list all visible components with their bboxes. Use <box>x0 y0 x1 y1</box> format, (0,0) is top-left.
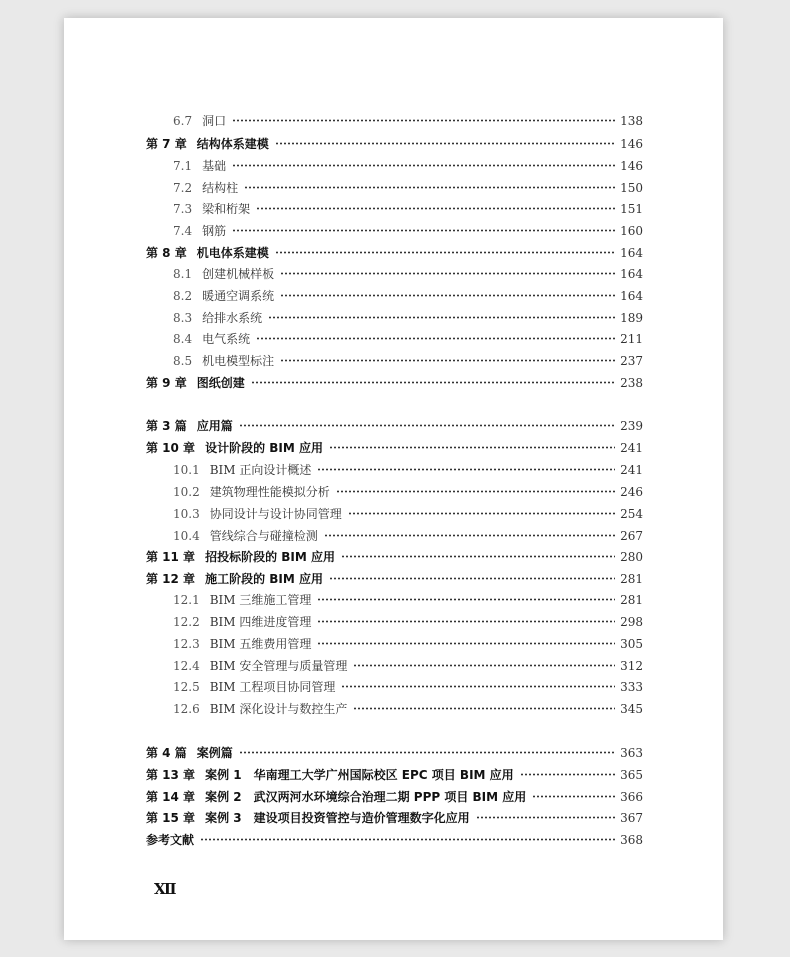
toc-title: 协同设计与设计协同管理 <box>209 507 342 521</box>
leader-dots <box>275 142 615 145</box>
toc-title: 管线综合与碰撞检测 <box>209 529 318 543</box>
toc-number: 10.4 <box>173 528 200 543</box>
toc-number: 12.3 <box>173 636 200 651</box>
leader-dots <box>476 816 616 819</box>
toc-number: 10.2 <box>173 484 200 499</box>
toc-number: 12.1 <box>173 592 200 607</box>
page-folio: Ⅻ <box>154 880 177 898</box>
toc-page-number: 239 <box>620 418 643 433</box>
toc-number: 12.6 <box>173 701 200 716</box>
leader-dots <box>329 577 615 580</box>
toc-number: 8.4 <box>173 331 193 346</box>
toc-title: BIM 四维进度管理 <box>209 615 312 629</box>
toc-entry-chapter[interactable] <box>146 372 643 393</box>
leader-dots <box>239 751 615 754</box>
leader-dots <box>256 207 615 210</box>
toc-number: 第 14 章 <box>146 790 196 804</box>
leader-dots <box>341 555 615 558</box>
toc-page-number: 298 <box>620 614 643 629</box>
toc-entry-section[interactable] <box>173 220 643 241</box>
toc-entry-chapter[interactable] <box>146 829 643 850</box>
toc-page-number: 246 <box>620 484 643 499</box>
toc-title: 招投标阶段的 BIM 应用 <box>205 550 335 564</box>
toc-page-number: 312 <box>620 658 643 673</box>
leader-dots <box>280 272 615 275</box>
toc-title: 设计阶段的 BIM 应用 <box>205 441 323 455</box>
toc-title: 基础 <box>202 159 227 173</box>
toc-entry-section[interactable] <box>173 110 643 131</box>
toc-title: 图纸创建 <box>196 376 245 390</box>
toc-page-number: 150 <box>620 180 643 195</box>
toc-number: 8.2 <box>173 288 193 303</box>
book-page <box>64 18 723 940</box>
toc-entry-chapter[interactable] <box>146 568 643 589</box>
toc-number: 12.4 <box>173 658 200 673</box>
toc-number: 8.1 <box>173 266 193 281</box>
leader-dots <box>353 707 615 710</box>
leader-dots <box>239 424 615 427</box>
toc-entry-section[interactable] <box>173 655 643 676</box>
toc-entry-section[interactable] <box>173 633 643 654</box>
toc-title: BIM 深化设计与数控生产 <box>209 702 348 716</box>
toc-number: 参考文献 <box>146 833 195 847</box>
toc-entry-section[interactable] <box>173 589 643 610</box>
toc-number: 第 7 章 <box>146 137 187 151</box>
leader-dots <box>232 119 615 122</box>
leader-dots <box>251 381 615 384</box>
toc-number: 12.5 <box>173 679 200 694</box>
toc-number: 7.2 <box>173 180 193 195</box>
toc-number: 10.3 <box>173 506 200 521</box>
toc-entry-section[interactable] <box>173 525 643 546</box>
toc-title: 洞口 <box>202 114 227 128</box>
toc-number: 10.1 <box>173 462 200 477</box>
leader-dots <box>280 294 615 297</box>
leader-dots <box>268 316 615 319</box>
toc-page-number: 368 <box>620 832 643 847</box>
toc-page-number: 189 <box>620 310 643 325</box>
toc-page-number: 366 <box>620 789 643 804</box>
toc-page-number: 164 <box>620 288 643 303</box>
toc-entry-section[interactable] <box>173 198 643 219</box>
toc-entry-section[interactable] <box>173 611 643 632</box>
toc-page-number: 281 <box>620 571 643 586</box>
toc-number: 第 10 章 <box>146 441 196 455</box>
table-of-contents <box>64 18 723 940</box>
toc-page-number: 363 <box>620 745 643 760</box>
toc-entry-section[interactable] <box>173 307 643 328</box>
toc-number: 7.4 <box>173 223 193 238</box>
toc-entry-section[interactable] <box>173 350 643 371</box>
toc-page-number: 160 <box>620 223 643 238</box>
toc-entry-section[interactable] <box>173 481 643 502</box>
toc-title: BIM 工程项目协同管理 <box>209 680 336 694</box>
toc-title: 梁和桁架 <box>202 202 251 216</box>
toc-page-number: 280 <box>620 549 643 564</box>
toc-title: 电气系统 <box>202 332 251 346</box>
toc-page-number: 237 <box>620 353 643 368</box>
toc-title: BIM 五维费用管理 <box>209 637 312 651</box>
toc-entry-section[interactable] <box>173 285 643 306</box>
toc-title: 案例 1 华南理工大学广州国际校区 EPC 项目 BIM 应用 <box>205 768 514 782</box>
leader-dots <box>317 598 615 601</box>
toc-title: 机电体系建模 <box>196 246 269 260</box>
toc-title: 案例 2 武汉两河水环境综合治理二期 PPP 项目 BIM 应用 <box>205 790 527 804</box>
leader-dots <box>200 838 615 841</box>
toc-page-number: 241 <box>620 440 643 455</box>
toc-page-number: 365 <box>620 767 643 782</box>
toc-number: 7.1 <box>173 158 193 173</box>
toc-title: 施工阶段的 BIM 应用 <box>205 572 323 586</box>
toc-entry-section[interactable] <box>173 177 643 198</box>
toc-entry-chapter[interactable] <box>146 807 643 828</box>
toc-title: 结构体系建模 <box>196 137 269 151</box>
toc-entry-chapter[interactable] <box>146 437 643 458</box>
leader-dots <box>341 685 615 688</box>
toc-entry-chapter[interactable] <box>146 133 643 154</box>
toc-page-number: 211 <box>620 331 643 346</box>
toc-entry-chapter[interactable] <box>146 764 643 785</box>
toc-page-number: 146 <box>620 158 643 173</box>
toc-page-number: 151 <box>620 201 643 216</box>
toc-entry-section[interactable] <box>173 155 643 176</box>
toc-title: 建筑物理性能模拟分析 <box>209 485 330 499</box>
leader-dots <box>520 773 615 776</box>
toc-title: 钢筋 <box>202 224 227 238</box>
toc-title: 案例篇 <box>196 746 233 760</box>
toc-title: 案例 3 建设项目投资管控与造价管理数字化应用 <box>205 811 470 825</box>
toc-entry-section[interactable] <box>173 328 643 349</box>
leader-dots <box>532 795 615 798</box>
toc-number: 第 12 章 <box>146 572 196 586</box>
toc-title: 暖通空调系统 <box>202 289 275 303</box>
toc-entry-chapter[interactable] <box>146 242 643 263</box>
toc-page-number: 241 <box>620 462 643 477</box>
toc-number: 第 8 章 <box>146 246 187 260</box>
toc-page-number: 333 <box>620 679 643 694</box>
toc-number: 第 11 章 <box>146 550 196 564</box>
toc-entry-chapter[interactable] <box>146 546 643 567</box>
leader-dots <box>317 642 615 645</box>
toc-number: 8.5 <box>173 353 193 368</box>
toc-title: BIM 正向设计概述 <box>209 463 312 477</box>
toc-number: 第 3 篇 <box>146 419 187 433</box>
toc-number: 第 9 章 <box>146 376 187 390</box>
toc-title: BIM 安全管理与质量管理 <box>209 659 348 673</box>
leader-dots <box>317 468 615 471</box>
toc-title: 给排水系统 <box>202 311 263 325</box>
toc-entry-part[interactable] <box>146 742 643 763</box>
leader-dots <box>329 446 615 449</box>
leader-dots <box>244 186 615 189</box>
toc-title: 创建机械样板 <box>202 267 275 281</box>
toc-page-number: 254 <box>620 506 643 521</box>
toc-entry-section[interactable] <box>173 459 643 480</box>
toc-page-number: 267 <box>620 528 643 543</box>
toc-page-number: 238 <box>620 375 643 390</box>
toc-number: 6.7 <box>173 113 193 128</box>
toc-number: 7.3 <box>173 201 193 216</box>
toc-entry-chapter[interactable] <box>146 786 643 807</box>
toc-page-number: 305 <box>620 636 643 651</box>
toc-page-number: 146 <box>620 136 643 151</box>
leader-dots <box>317 620 615 623</box>
toc-number: 12.2 <box>173 614 200 629</box>
toc-title: 结构柱 <box>202 181 239 195</box>
leader-dots <box>232 229 615 232</box>
toc-number: 第 13 章 <box>146 768 196 782</box>
toc-entry-section[interactable] <box>173 698 643 719</box>
leader-dots <box>280 359 615 362</box>
toc-page-number: 164 <box>620 245 643 260</box>
toc-page-number: 138 <box>620 113 643 128</box>
leader-dots <box>275 251 615 254</box>
toc-title: BIM 三维施工管理 <box>209 593 312 607</box>
toc-entry-section[interactable] <box>173 503 643 524</box>
toc-page-number: 367 <box>620 810 643 825</box>
toc-entry-part[interactable] <box>146 415 643 436</box>
toc-entry-section[interactable] <box>173 263 643 284</box>
toc-number: 第 15 章 <box>146 811 196 825</box>
toc-number: 第 4 篇 <box>146 746 187 760</box>
leader-dots <box>324 534 615 537</box>
leader-dots <box>348 512 615 515</box>
toc-page-number: 164 <box>620 266 643 281</box>
leader-dots <box>232 164 615 167</box>
toc-entry-section[interactable] <box>173 676 643 697</box>
leader-dots <box>256 337 615 340</box>
toc-title: 机电模型标注 <box>202 354 275 368</box>
toc-title: 应用篇 <box>196 419 233 433</box>
leader-dots <box>336 490 615 493</box>
toc-number: 8.3 <box>173 310 193 325</box>
toc-page-number: 281 <box>620 592 643 607</box>
toc-page-number: 345 <box>620 701 643 716</box>
leader-dots <box>353 664 615 667</box>
